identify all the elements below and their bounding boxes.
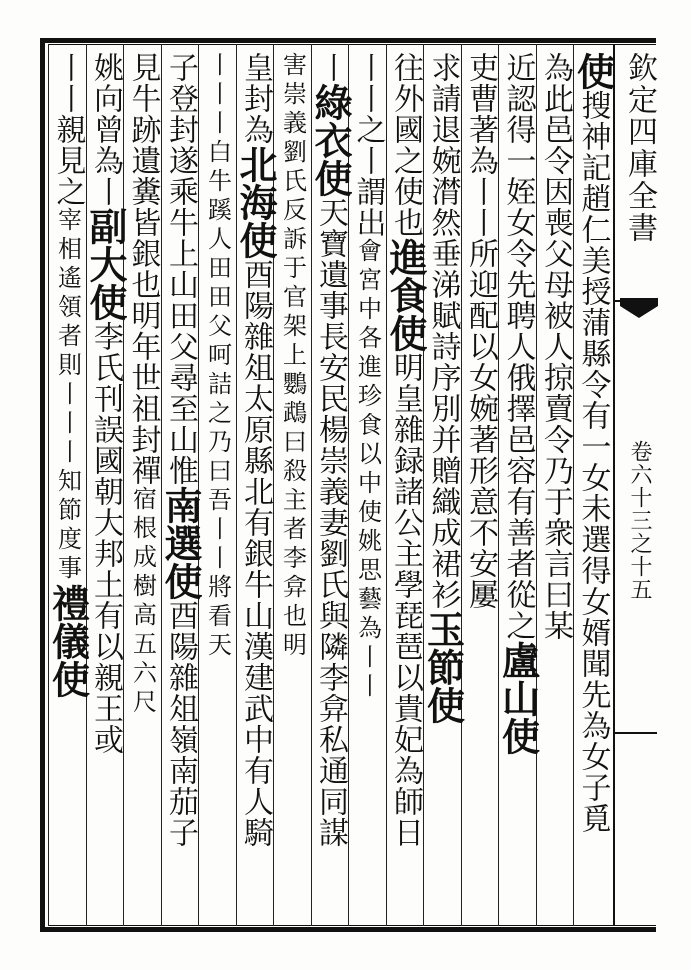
annotation-text: 宿根成樹高五六尺 — [128, 486, 157, 718]
entry-heading: 使 — [570, 52, 616, 90]
entry-heading: 南選使 — [158, 486, 203, 600]
fishtail-mark — [620, 298, 658, 320]
text-column — [45, 52, 91, 917]
annotation-text: 會宮中各進珍食以中使姚思藝為丨丨 — [353, 238, 382, 702]
text-column — [308, 52, 353, 917]
body-text: 吏曹著為丨丨所迎配以女婉著形意不安屢 — [463, 52, 498, 610]
text-column — [124, 52, 162, 917]
entry-heading: 北海使 — [233, 145, 278, 259]
body-text: 見牛跡遺糞皆銀也明年世祖封禪 — [125, 52, 161, 486]
body-text: 李氏刊誤國朝大邦土有以親王或 — [88, 321, 123, 755]
body-text: 酉陽雜俎太原縣北有銀牛山漢建武中有人騎 — [238, 259, 273, 848]
annotation-text: 害崇義劉氏反訴于官架上鸚鵡曰殺主者李弇也明 — [278, 52, 307, 661]
annotation-text: 宰相遙領者則丨丨丨知節度事 — [53, 207, 82, 584]
text-column — [83, 52, 128, 917]
text-column — [158, 52, 203, 917]
entry-heading: 綠衣使 — [308, 83, 353, 197]
body-text: 為此邑令因喪父母被人掠賣令乃于衆言曰某 — [538, 52, 573, 641]
body-text: 丨丨親見之 — [50, 52, 86, 207]
entry-heading: 玉節使 — [420, 610, 466, 724]
margin-title: 欽定四庫全書 — [622, 52, 657, 244]
text-column — [570, 52, 616, 917]
body-text: 皇封為 — [238, 52, 273, 145]
text-column — [349, 52, 387, 917]
body-text: 酉陽雜俎嶺南茄子 — [163, 600, 198, 848]
text-column — [199, 52, 237, 917]
annotation-text: 丨丨丨白牛蹊人田田父呵詰之乃曰吾丨丨將看天 — [203, 52, 232, 661]
body-text: 明皇雜録諸公主學琵琶以貴妃為師日 — [388, 352, 423, 848]
body-text: 搜神記趙仁美授蒲縣令有一女未選得女婿聞先為女子覓 — [575, 90, 611, 834]
text-column — [274, 52, 312, 917]
entry-heading: 副大使 — [83, 207, 128, 321]
text-column — [420, 52, 466, 917]
text-column — [233, 52, 278, 917]
body-text: 近認得一姪女令先聘人俄擇邑容有善者從之 — [500, 52, 536, 641]
body-text: 往外國之使也 — [388, 52, 423, 238]
body-text: 丨丨之丨謂出 — [350, 52, 386, 238]
text-column — [383, 52, 428, 917]
entry-heading: 進食使 — [383, 238, 428, 352]
body-text: 子登封遂乘牛上山田父尋至山惟 — [163, 52, 198, 486]
entry-heading: 禮儀使 — [45, 584, 91, 698]
text-column — [536, 52, 574, 917]
text-column — [495, 52, 541, 917]
margin-volume: 卷六十三之十五 — [627, 440, 652, 601]
body-text: 姚向曾為丨 — [88, 52, 123, 207]
body-text: 求請退婉潸然垂涕賦詩序別并贈織成裙衫 — [425, 52, 461, 610]
body-text: 天寶遺事長安民楊崇義妻劉氏與隣李弇私通同謀 — [313, 197, 348, 848]
text-column — [461, 52, 499, 917]
entry-heading: 盧山使 — [495, 641, 541, 755]
body-text: 丨 — [313, 52, 348, 83]
